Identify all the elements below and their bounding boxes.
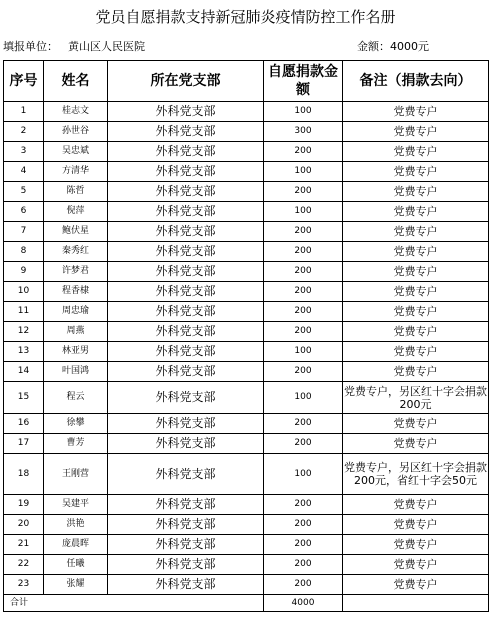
row-amount: 100 bbox=[264, 162, 343, 182]
row-amount: 200 bbox=[264, 414, 343, 434]
row-dept: 外科党支部 bbox=[108, 414, 264, 434]
row-note: 党费专户 bbox=[343, 282, 489, 302]
row-dept: 外科党支部 bbox=[108, 575, 264, 595]
row-amount: 200 bbox=[264, 555, 343, 575]
table-header-row bbox=[4, 61, 489, 102]
header-no: 序号 bbox=[4, 61, 44, 102]
row-number: 8 bbox=[4, 242, 44, 262]
row-name: 许梦君 bbox=[44, 262, 108, 282]
row-amount: 200 bbox=[264, 575, 343, 595]
row-note: 党费专户 bbox=[343, 575, 489, 595]
row-number: 21 bbox=[4, 535, 44, 555]
row-name: 吴建平 bbox=[44, 495, 108, 515]
row-note: 党费专户 bbox=[343, 102, 489, 122]
table-row bbox=[4, 515, 489, 535]
row-dept: 外科党支部 bbox=[108, 122, 264, 142]
row-note: 党费专户 bbox=[343, 302, 489, 322]
table-row bbox=[4, 535, 489, 555]
row-dept: 外科党支部 bbox=[108, 454, 264, 495]
table-row bbox=[4, 282, 489, 302]
table-body bbox=[4, 102, 489, 595]
page-title: 党员自愿捐款支持新冠肺炎疫情防控工作名册 bbox=[95, 8, 396, 26]
header-amount: 自愿捐款金额 bbox=[264, 61, 343, 102]
table-row bbox=[4, 302, 489, 322]
row-dept: 外科党支部 bbox=[108, 162, 264, 182]
row-amount: 200 bbox=[264, 282, 343, 302]
table-row bbox=[4, 262, 489, 282]
row-note: 党费专户 bbox=[343, 142, 489, 162]
row-number: 6 bbox=[4, 202, 44, 222]
row-number: 7 bbox=[4, 222, 44, 242]
row-note: 党费专户 bbox=[343, 362, 489, 382]
row-number: 11 bbox=[4, 302, 44, 322]
row-name: 张耀 bbox=[44, 575, 108, 595]
row-dept: 外科党支部 bbox=[108, 382, 264, 414]
row-name: 周燕 bbox=[44, 322, 108, 342]
row-dept: 外科党支部 bbox=[108, 495, 264, 515]
row-number: 15 bbox=[4, 382, 44, 414]
row-name: 程香棣 bbox=[44, 282, 108, 302]
row-name: 洪艳 bbox=[44, 515, 108, 535]
row-note: 党费专户，另区红十字会捐款200元，省红十字会50元 bbox=[343, 454, 489, 495]
row-note: 党费专户 bbox=[343, 262, 489, 282]
row-name: 周忠瑜 bbox=[44, 302, 108, 322]
total-amount: 4000 bbox=[264, 595, 343, 612]
row-note: 党费专户 bbox=[343, 162, 489, 182]
row-amount: 100 bbox=[264, 342, 343, 362]
row-name: 秦秀红 bbox=[44, 242, 108, 262]
row-number: 10 bbox=[4, 282, 44, 302]
row-number: 18 bbox=[4, 454, 44, 495]
row-name: 桂志文 bbox=[44, 102, 108, 122]
row-amount: 300 bbox=[264, 122, 343, 142]
row-dept: 外科党支部 bbox=[108, 102, 264, 122]
row-name: 叶国鸿 bbox=[44, 362, 108, 382]
row-note: 党费专户 bbox=[343, 535, 489, 555]
row-number: 13 bbox=[4, 342, 44, 362]
table-row bbox=[4, 202, 489, 222]
row-amount: 100 bbox=[264, 202, 343, 222]
total-label: 合计 bbox=[4, 595, 264, 612]
row-number: 12 bbox=[4, 322, 44, 342]
row-note: 党费专户 bbox=[343, 182, 489, 202]
table-row bbox=[4, 414, 489, 434]
row-amount: 100 bbox=[264, 102, 343, 122]
row-number: 2 bbox=[4, 122, 44, 142]
table-row bbox=[4, 454, 489, 495]
row-number: 16 bbox=[4, 414, 44, 434]
row-amount: 200 bbox=[264, 362, 343, 382]
row-note: 党费专户 bbox=[343, 495, 489, 515]
table-row bbox=[4, 162, 489, 182]
row-number: 4 bbox=[4, 162, 44, 182]
row-note: 党费专户 bbox=[343, 202, 489, 222]
row-name: 陈哲 bbox=[44, 182, 108, 202]
row-note: 党费专户 bbox=[343, 342, 489, 362]
row-note: 党费专户 bbox=[343, 222, 489, 242]
row-name: 曹芳 bbox=[44, 434, 108, 454]
row-note: 党费专户 bbox=[343, 515, 489, 535]
row-note: 党费专户 bbox=[343, 414, 489, 434]
table-row bbox=[4, 575, 489, 595]
row-dept: 外科党支部 bbox=[108, 202, 264, 222]
table-row bbox=[4, 382, 489, 414]
row-dept: 外科党支部 bbox=[108, 282, 264, 302]
row-amount: 100 bbox=[264, 382, 343, 414]
table-row bbox=[4, 495, 489, 515]
row-number: 19 bbox=[4, 495, 44, 515]
row-name: 孙世谷 bbox=[44, 122, 108, 142]
reporting-unit-value: 黄山区人民医院 bbox=[68, 40, 145, 53]
reporting-unit-label: 填报单位： bbox=[3, 40, 58, 53]
row-name: 任曦 bbox=[44, 555, 108, 575]
row-number: 17 bbox=[4, 434, 44, 454]
row-amount: 200 bbox=[264, 535, 343, 555]
row-amount: 200 bbox=[264, 515, 343, 535]
row-number: 14 bbox=[4, 362, 44, 382]
row-number: 22 bbox=[4, 555, 44, 575]
row-name: 庞晨晖 bbox=[44, 535, 108, 555]
row-name: 方清华 bbox=[44, 162, 108, 182]
row-number: 23 bbox=[4, 575, 44, 595]
donation-table bbox=[3, 60, 489, 612]
row-amount: 200 bbox=[264, 495, 343, 515]
row-dept: 外科党支部 bbox=[108, 242, 264, 262]
total-note bbox=[343, 595, 489, 612]
row-amount: 200 bbox=[264, 222, 343, 242]
row-amount: 200 bbox=[264, 302, 343, 322]
header-note: 备注（捐款去向） bbox=[343, 61, 489, 102]
table-row bbox=[4, 362, 489, 382]
row-note: 党费专户，另区红十字会捐款200元 bbox=[343, 382, 489, 414]
table-row bbox=[4, 322, 489, 342]
row-amount: 200 bbox=[264, 262, 343, 282]
table-row bbox=[4, 222, 489, 242]
header-dept: 所在党支部 bbox=[108, 61, 264, 102]
row-dept: 外科党支部 bbox=[108, 342, 264, 362]
row-dept: 外科党支部 bbox=[108, 142, 264, 162]
row-note: 党费专户 bbox=[343, 434, 489, 454]
row-dept: 外科党支部 bbox=[108, 434, 264, 454]
row-name: 王刚营 bbox=[44, 454, 108, 495]
table-row bbox=[4, 242, 489, 262]
row-name: 倪萍 bbox=[44, 202, 108, 222]
row-amount: 200 bbox=[264, 322, 343, 342]
table-row bbox=[4, 122, 489, 142]
row-dept: 外科党支部 bbox=[108, 555, 264, 575]
total-amount-label: 金额：4000元 bbox=[357, 40, 429, 53]
row-number: 3 bbox=[4, 142, 44, 162]
row-dept: 外科党支部 bbox=[108, 362, 264, 382]
table-row bbox=[4, 555, 489, 575]
row-name: 吴忠斌 bbox=[44, 142, 108, 162]
row-amount: 200 bbox=[264, 182, 343, 202]
table-row bbox=[4, 434, 489, 454]
row-dept: 外科党支部 bbox=[108, 515, 264, 535]
row-number: 9 bbox=[4, 262, 44, 282]
table-row bbox=[4, 182, 489, 202]
row-note: 党费专户 bbox=[343, 555, 489, 575]
row-amount: 200 bbox=[264, 242, 343, 262]
row-note: 党费专户 bbox=[343, 322, 489, 342]
row-name: 林亚男 bbox=[44, 342, 108, 362]
row-dept: 外科党支部 bbox=[108, 302, 264, 322]
row-name: 鲍伏星 bbox=[44, 222, 108, 242]
row-note: 党费专户 bbox=[343, 242, 489, 262]
row-number: 5 bbox=[4, 182, 44, 202]
row-amount: 200 bbox=[264, 142, 343, 162]
total-row bbox=[4, 595, 489, 612]
row-amount: 200 bbox=[264, 434, 343, 454]
row-name: 程云 bbox=[44, 382, 108, 414]
table-row bbox=[4, 102, 489, 122]
row-dept: 外科党支部 bbox=[108, 222, 264, 242]
row-note: 党费专户 bbox=[343, 122, 489, 142]
row-name: 徐攀 bbox=[44, 414, 108, 434]
table-row bbox=[4, 142, 489, 162]
row-dept: 外科党支部 bbox=[108, 322, 264, 342]
row-dept: 外科党支部 bbox=[108, 262, 264, 282]
header-name: 姓名 bbox=[44, 61, 108, 102]
row-number: 1 bbox=[4, 102, 44, 122]
row-dept: 外科党支部 bbox=[108, 182, 264, 202]
row-amount: 100 bbox=[264, 454, 343, 495]
table-row bbox=[4, 342, 489, 362]
row-number: 20 bbox=[4, 515, 44, 535]
info-bar bbox=[0, 36, 491, 58]
row-dept: 外科党支部 bbox=[108, 535, 264, 555]
